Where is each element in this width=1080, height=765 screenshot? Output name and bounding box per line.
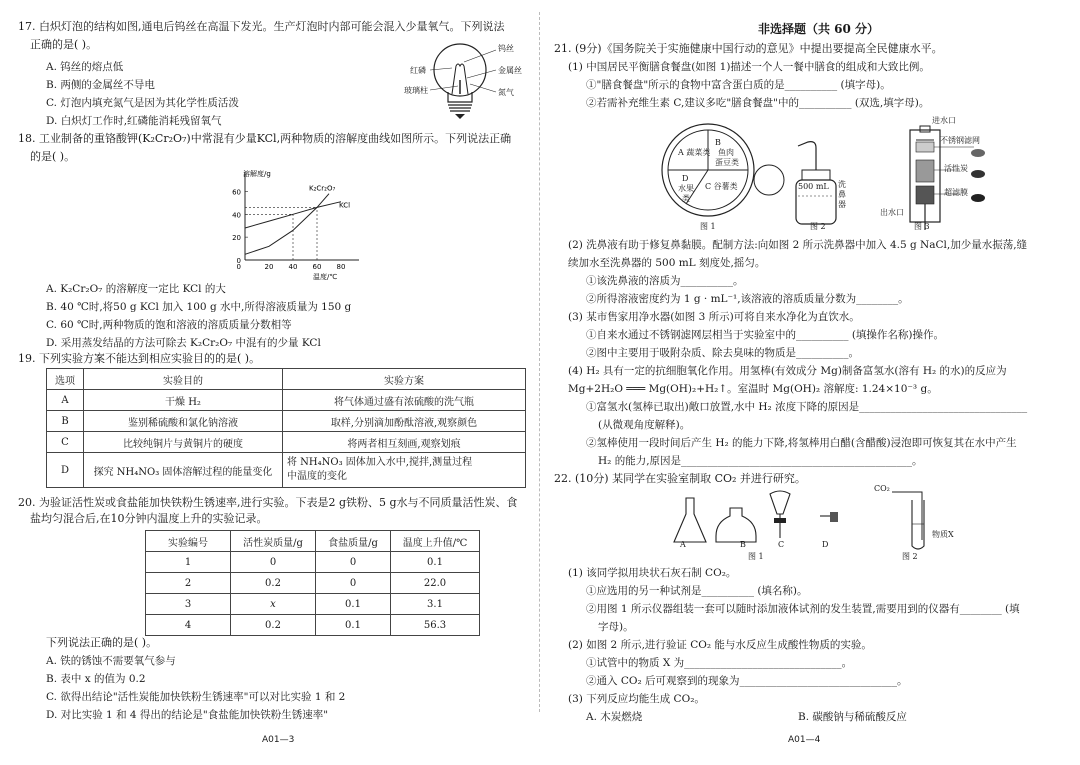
- th-plan: 实验方案: [283, 369, 526, 390]
- section-title: 非选择题（共 60 分）: [758, 22, 880, 36]
- solubility-chart: [215, 166, 365, 282]
- series-label: KCl: [339, 201, 351, 210]
- app-label-b: B: [740, 540, 746, 549]
- cell: 3.1: [391, 594, 480, 615]
- cell: 1: [146, 552, 231, 573]
- cell: 22.0: [391, 573, 480, 594]
- q17-option-c: C. 灯泡内填充氮气是因为其化学性质活泼: [46, 97, 239, 109]
- cell: 0.1: [391, 552, 480, 573]
- cell: 0.1: [316, 594, 391, 615]
- fig2-label3: 器: [838, 200, 846, 209]
- app-caption2: 图 2: [902, 552, 918, 561]
- q18-stem-line1: 18. 工业制备的重铬酸钾(K₂Cr₂O₇)中常混有少量KCl,两种物质的溶解度曲线如图所示。下列说法正确: [18, 132, 512, 145]
- q21-part2b: 续加水至洗鼻器的 500 mL 刻度处,摇匀。: [568, 257, 766, 269]
- q22-option-a: A. 木炭燃烧: [586, 711, 643, 723]
- label-metal-wire: 金属丝: [498, 66, 522, 75]
- q21-part4a: (4) H₂ 具有一定的抗细胞氧化作用。用氢棒(有效成分 Mg)制备富氢水(溶有 H₂ 的水)的反应为: [568, 365, 1007, 377]
- cell: 0.2: [231, 615, 316, 636]
- label-glass-stem: 玻璃柱: [404, 86, 428, 95]
- th-temp: 温度上升值/℃: [391, 531, 480, 552]
- cell-plan: 将气体通过盛有浓硫酸的洗气瓶: [283, 390, 526, 411]
- table-row: [146, 594, 480, 615]
- q21-part3b: ②图中主要用于吸附杂质、除去臭味的物质是__________。: [586, 347, 859, 359]
- fig3-caption: 图 3: [914, 222, 930, 231]
- q19-stem: 19. 下列实验方案不能达到相应实验目的的是( )。: [18, 352, 261, 365]
- cup: [754, 165, 784, 195]
- fig3-carbon: 活性炭: [944, 164, 968, 173]
- app-label-c: C: [778, 540, 785, 549]
- fig3-outlet: 出水口: [880, 208, 904, 217]
- q21-figures: [648, 120, 988, 232]
- q21-part4d: (从微观角度解释)。: [598, 419, 691, 431]
- cell: 56.3: [391, 615, 480, 636]
- fig1-b2: 鱼肉: [718, 148, 734, 157]
- y-axis-label: 溶解度/g: [243, 170, 271, 178]
- cell-plan: 取样,分别滴加酚酞溶液,观察颜色: [283, 411, 526, 432]
- q21-part4e: ②氢棒使用一段时间后产生 H₂ 的能力下降,将氢棒用白醋(含醋酸)浸泡即可恢复其在水中产生: [586, 437, 1017, 449]
- y-tick-label: 0: [236, 257, 241, 265]
- q20-table: [145, 530, 480, 636]
- q22-part1c: 字母)。: [598, 621, 634, 633]
- table-row: [47, 390, 526, 411]
- q22-part1: (1) 该同学拟用块状石灰石制 CO₂。: [568, 567, 737, 579]
- q17-option-b: B. 两侧的金属丝不导电: [46, 79, 155, 91]
- q22-part2: (2) 如图 2 所示,进行验证 CO₂ 能与水反应生成酸性物质的实验。: [568, 639, 872, 651]
- q21-part4b: Mg+2H₂O ═══ Mg(OH)₂+H₂↑。室温时 Mg(OH)₂ 溶解度: 1.24×10⁻³ g。: [568, 383, 938, 395]
- page-number-left: A01—3: [262, 735, 295, 745]
- cell: 2: [146, 573, 231, 594]
- cell-opt: B: [47, 411, 84, 432]
- q22-apparatus: [670, 480, 1010, 560]
- q21-part3: (3) 某市售家用净水器(如图 3 所示)可将自来水净化为直饮水。: [568, 311, 860, 323]
- q18-option-a: A. K₂Cr₂O₇ 的溶解度一定比 KCl 的大: [46, 283, 226, 295]
- q20-stem-line1: 20. 为验证活性炭或食盐能加快铁粉生锈速率,进行实验。下表是2 g铁粉、5 g水与不同质量活性炭、食: [18, 496, 518, 509]
- q20-option-b: B. 表中 x 的值为 0.2: [46, 673, 146, 685]
- q20-question: 下列说法正确的是( )。: [46, 636, 158, 649]
- table-row: [47, 453, 526, 488]
- q22-part2b: ②通入 CO₂ 后可观察到的现象为______________________________。: [586, 675, 908, 687]
- q21-stem: 21. (9分)《国务院关于实施健康中国行动的意见》中提出要提高全民健康水平。: [554, 42, 943, 55]
- q21-part3a: ①自来水通过不锈钢滤网层相当于实验室中的__________ (填操作名称)操作。: [586, 329, 945, 341]
- q20-option-a: A. 铁的锈蚀不需要氧气参与: [46, 655, 176, 667]
- series-label: K₂Cr₂O₇: [309, 184, 336, 193]
- flask-a: [674, 498, 706, 542]
- th-salt: 食盐质量/g: [316, 531, 391, 552]
- q20-option-c: C. 欲得出结论"活性炭能加快铁粉生锈速率"可以对比实验 1 和 2: [46, 691, 346, 703]
- q22-part3: (3) 下列反应均能生成 CO₂。: [568, 693, 705, 705]
- q20-option-d: D. 对比实验 1 和 4 得出的结论是"食盐能加快铁粉生锈速率": [46, 709, 329, 721]
- cell-purpose: 鉴别稀硫酸和氯化钠溶液: [84, 411, 283, 432]
- x-tick-label: 20: [264, 263, 274, 271]
- th-purpose: 实验目的: [84, 369, 283, 390]
- y-tick-label: 20: [232, 234, 241, 243]
- table-row: [146, 615, 480, 636]
- q18-option-b: B. 40 ℃时,将50 g KCl 加入 100 g 水中,所得溶液质量为 150 g: [46, 301, 352, 313]
- fig3-mesh: 不锈钢滤网: [940, 136, 980, 145]
- q20-stem-line2: 盐均匀混合后,在10分钟内温度上升的实验记录。: [30, 512, 268, 525]
- label-tungsten: 钨丝: [498, 44, 514, 53]
- x-tick-label: 80: [336, 263, 346, 271]
- cell-plan-line2: 中温度的变化: [287, 471, 347, 482]
- fig3-inlet: 进水口: [932, 116, 956, 125]
- q21-part2a: (2) 洗鼻液有助于修复鼻黏膜。配制方法:向如图 2 所示洗鼻器中加入 4.5 g NaCl,加少量水振荡,缝: [568, 239, 1028, 251]
- q17-stem-line2: 正确的是( )。: [30, 38, 98, 51]
- cell: 0: [316, 552, 391, 573]
- q22-stem: 22. (10分) 某同学在实验室制取 CO₂ 并进行研究。: [554, 472, 806, 485]
- fig1-d2: 水果: [678, 184, 694, 193]
- q22-option-b: B. 碳酸钠与稀硫酸反应: [798, 711, 907, 723]
- bottle-b: [716, 508, 756, 542]
- label-phosphorus: 红磷: [410, 66, 426, 75]
- cell: x: [231, 594, 316, 615]
- q22-part1b: ②用图 1 所示仪器组装一套可以随时添加液体试剂的发生装置,需要用到的仪器有________ (填: [586, 603, 1020, 615]
- q21-part1: (1) 中国居民平衡膳食餐盘(如图 1)描述一个人一餐中膳食的组成和大致比例。: [568, 61, 930, 73]
- table-row: [146, 573, 480, 594]
- fig2-label2: 鼻: [838, 190, 846, 199]
- cell-plan-line1: 将 NH₄NO₃ 固体加入水中,搅拌,测量过程: [287, 457, 473, 468]
- cell: 0.2: [231, 573, 316, 594]
- cell-purpose: 干燥 H₂: [84, 390, 283, 411]
- th-exp: 实验编号: [146, 531, 231, 552]
- cell-opt: A: [47, 390, 84, 411]
- q17-option-d: D. 白炽灯工作时,红磷能消耗残留氧气: [46, 115, 222, 127]
- right-page: [540, 0, 1080, 765]
- origin-label: 0: [236, 263, 241, 271]
- q19-table: [46, 368, 526, 488]
- q21-part1b: ②若需补充维生素 C,建议多吃"膳食餐盘"中的__________ (双选,填字母)。: [586, 97, 930, 109]
- table-header: [47, 369, 526, 390]
- cell: 4: [146, 615, 231, 636]
- x-axis-label: 温度/℃: [313, 273, 338, 281]
- fig1-d1: D: [682, 174, 689, 183]
- fig1-b3: 蛋豆类: [715, 158, 739, 167]
- q21-part4c: ①富氢水(氢棒已取出)敞口放置,水中 H₂ 浓度下降的原因是________________________________: [586, 401, 1028, 413]
- fig2-caption: 图 2: [810, 222, 826, 231]
- cell-opt: C: [47, 432, 84, 453]
- fig2-volume: 500 mL: [798, 182, 829, 191]
- funnel-c: [770, 491, 790, 514]
- cell: 0: [231, 552, 316, 573]
- q17-stem-line1: 17. 白炽灯泡的结构如图,通电后钨丝在高温下发光。生产灯泡时内部可能会混入少量氧气。下列说法: [18, 20, 505, 33]
- fig1-caption: 图 1: [700, 222, 716, 231]
- table-header: [146, 531, 480, 552]
- q21-part1a: ①"膳食餐盘"所示的食物中富含蛋白质的是__________ (填字母)。: [586, 79, 891, 91]
- fig2-label1: 洗: [838, 180, 846, 189]
- q21-part2c: ①该洗鼻液的溶质为__________。: [586, 275, 744, 287]
- fig3-membrane: 超滤膜: [944, 188, 968, 197]
- app-label-d: D: [822, 540, 829, 549]
- cell: 0.1: [316, 615, 391, 636]
- fig1-a: A 蔬菜类: [678, 148, 711, 157]
- q21-part2d: ②所得溶液密度约为 1 g · mL⁻¹,该溶液的溶质质量分数为________。: [586, 293, 909, 305]
- cell-plan: 将两者相互刻画,观察划痕: [283, 432, 526, 453]
- page-number-right: A01—4: [788, 735, 821, 745]
- y-tick-label: 40: [232, 211, 241, 220]
- x-tick-label: 40: [288, 263, 298, 271]
- q18-option-c: C. 60 ℃时,两种物质的饱和溶液的溶质质量分数相等: [46, 319, 292, 331]
- q18-option-d: D. 采用蒸发结晶的方法可除去 K₂Cr₂O₇ 中混有的少量 KCl: [46, 337, 321, 349]
- cell: 3: [146, 594, 231, 615]
- app-co2: CO₂: [874, 484, 890, 493]
- x-tick-label: 60: [312, 263, 322, 271]
- table-row: [146, 552, 480, 573]
- q21-part4f: H₂ 的能力,原因是____________________________________________。: [598, 455, 923, 467]
- cell: 0: [316, 573, 391, 594]
- fig1-c: C 谷薯类: [705, 182, 738, 191]
- q22-part2a: ①试管中的物质 X 为______________________________。: [586, 657, 853, 669]
- cell-purpose: 比较纯铜片与黄铜片的硬度: [84, 432, 283, 453]
- label-nitrogen: 氮气: [498, 88, 514, 97]
- q18-stem-line2: 的是( )。: [30, 150, 76, 163]
- q22-part1a: ①应选用的另一种试剂是__________ (填名称)。: [586, 585, 808, 597]
- cell-plan: [283, 453, 526, 488]
- app-label-a: A: [680, 540, 686, 549]
- table-row: [47, 411, 526, 432]
- fig1-d3: 类: [682, 194, 690, 203]
- y-tick-label: 60: [232, 188, 241, 197]
- fig1-b1: B: [715, 138, 721, 147]
- th-option: 选项: [47, 369, 84, 390]
- cell-purpose: 探究 NH₄NO₃ 固体溶解过程的能量变化: [84, 453, 283, 488]
- cell-opt: D: [47, 453, 84, 488]
- th-carbon: 活性炭质量/g: [231, 531, 316, 552]
- table-row: [47, 432, 526, 453]
- q17-option-a: A. 钨丝的熔点低: [46, 61, 124, 73]
- app-substance-x: 物质X: [932, 530, 954, 539]
- app-caption1: 图 1: [748, 552, 764, 561]
